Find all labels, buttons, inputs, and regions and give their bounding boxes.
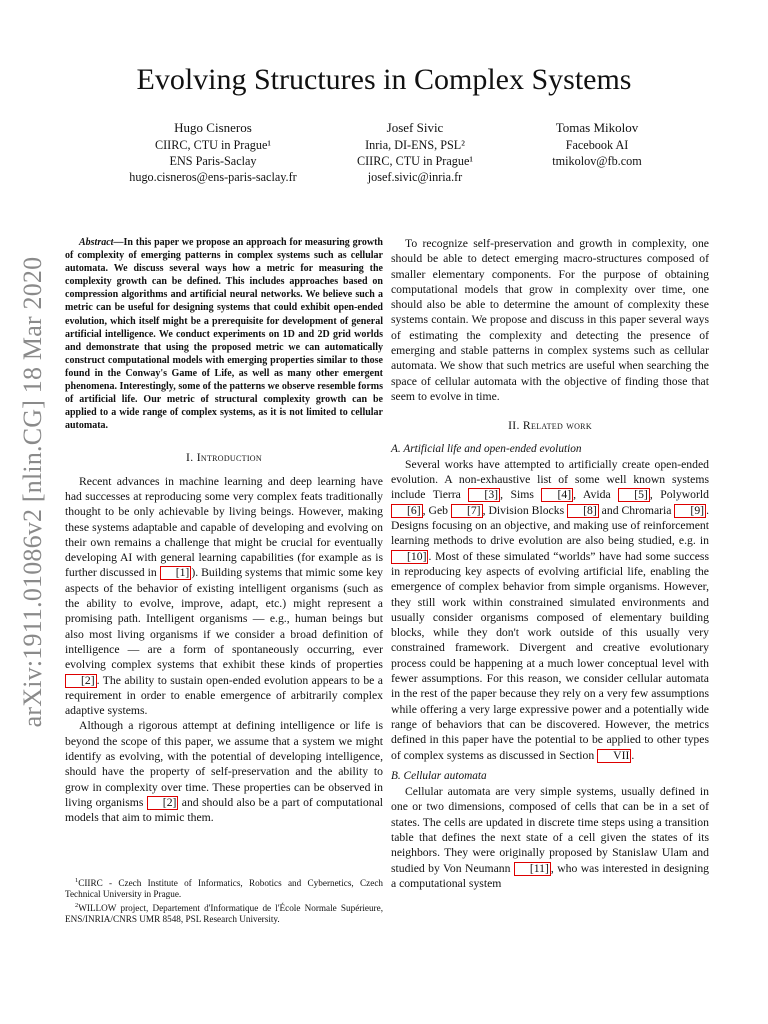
author-block-2 bbox=[330, 120, 500, 185]
citation-link[interactable]: [5] bbox=[618, 488, 650, 502]
author-email[interactable]: tmikolov@fb.com bbox=[552, 154, 642, 168]
intro-paragraph-2: Although a rigorous attempt at defining intelligence or life is beyond the scope of this paper, we assume that a system we might identify as evolving, with the potential of developing intelligence, should have the property of self-preservation and the ability to grow in complexity over time. These properties can be observed in living organisms [2] and should also be a part of computational models that aim to mimic them. bbox=[65, 719, 384, 825]
citation-link[interactable]: [2] bbox=[65, 674, 97, 688]
author-name: Tomas Mikolov bbox=[555, 120, 639, 135]
footnote-2: $^2$WILLOW project, Departement d'Informatique de l'École Normale Supérieure, ENS/INRIA/CNRS UMR 8548, PSL Research University. bbox=[65, 901, 383, 925]
author-email[interactable]: josef.sivic@inria.fr bbox=[367, 170, 463, 184]
author-name: Josef Sivic bbox=[386, 120, 444, 135]
section-heading-related-work: II. Related work bbox=[508, 419, 592, 433]
citation-link[interactable]: [1] bbox=[160, 566, 192, 580]
citation-link[interactable]: [10] bbox=[391, 550, 428, 564]
paper-title: Evolving Structures in Complex Systems bbox=[136, 63, 632, 96]
abstract-text: —In this paper we propose an approach for measuring growth of complexity of emerging patterns in complex systems such as cellular automata. We discuss several ways how a metric for measuring the complexity growth can be defined. This includes approaches based on compression algorithms and artificial neural networks. We believe such a metric can be useful for designing systems that could exhibit open-ended evolution, which itself might be a prerequisite for development of general artificial intelligence. We conduct experiments on 1D and 2D grid worlds and demonstrate that using the proposed metric we can automatically construct computational models with emerging properties similar to those found in the Conway's Game of Life, as well as many other emergent phenomena. Interestingly, some of the patterns we observe resemble forms of artificial life. Our metric of structural complexity growth can be applied to a wide range of complex systems, as it is not limited to cellular automata. bbox=[65, 237, 383, 432]
arxiv-identifier: arXiv:1911.01086v2 [nlin.CG] 18 Mar 2020 bbox=[18, 256, 47, 728]
intro-paragraph-3: To recognize self-preservation and growth in complexity, one should be able to detect emerging macro-structures composed of smaller elementary components. For the purpose of obtaining computational models that grow in complexity over time, one should also be able to determine the amount of complexity these systems contain. We propose and discuss in this paper several ways of estimating the complexity and detecting the presence of emerging and stable patterns in complex systems such as cellular automata. We show that such metrics are useful when searching the space of cellular automata with the objective of finding those that seem to evolve in time. bbox=[391, 237, 709, 403]
alife-paragraph: Several works have attempted to artificially create open-ended evolution. A non-exhaustive list of some well known systems include Tierra [3] , Sims [4] , Avida [5] , Polyworld [6] , Geb [7] , Division Blocks [8] and Chromaria [9] . Designs focusing on an objective, and making use of reinforcement learning methods to drive evolution are also being studied, e.g. in [10] . Most of these simulated “worlds” have had some success in reproducing key aspects of evolving artificial life, enabling the emergence of complex behavior from simple organisms. However, they still work within constrained simulated environments and usually consider organisms composed of elementary building blocks, while they don't work outside of this usually very constrained framework. Divergent and creative evolutionary process could be happening at a much lower conceptual level with fewer assumptions. For this reason, we consider cellular automata in the rest of the paper because they rely on a very few assumptions while offering a very large expressive power and a potentially wide range of behaviors that can be discovered. However, the metrics defined in this paper have the potential to be applied to other types of complex systems as discussed in Section VII . bbox=[391, 457, 709, 762]
author-affiliation: Facebook AI bbox=[565, 138, 629, 152]
author-affiliation: Inria, DI-ENS, PSL² bbox=[365, 138, 465, 152]
right-column bbox=[391, 236, 709, 891]
left-column bbox=[65, 236, 383, 826]
citation-link[interactable]: [3] bbox=[468, 488, 500, 502]
subsection-heading-cellular-automata: B. Cellular automata bbox=[391, 769, 487, 782]
author-block-3 bbox=[522, 120, 672, 169]
citation-link[interactable]: [8] bbox=[567, 504, 599, 518]
citation-link[interactable]: [6] bbox=[391, 504, 423, 518]
citation-link[interactable]: [9] bbox=[674, 504, 706, 518]
subsection-heading-alife: A. Artificial life and open-ended evolution bbox=[391, 442, 582, 455]
section-reference-link[interactable]: VII bbox=[597, 749, 631, 763]
author-affiliation: ENS Paris-Saclay bbox=[169, 154, 257, 168]
abstract-label: Abstract bbox=[79, 237, 114, 248]
intro-paragraph-1: Recent advances in machine learning and deep learning have had successes at reproducing some very complex feats traditionally thought to be only achievable by living beings. However, making these systems adaptable and capable of developing and evolving on their own remains a challenge that might be crucial for eventually developing AI with general learning capabilities (for example as is further discussed in [1] ). Building systems that mimic some key aspects of the behavior of existing intelligent organisms (such as the ability to evolve, improve, adapt, etc.) might represent a promising path. Intelligent organisms — e.g., human beings but also most living organisms if we consider a broad definition of intelligence — are a form of spontaneously occurring, ever evolving complex systems that exhibit these kinds of properties [2] . The ability to sustain open-ended evolution appears to be a requirement in order to enable emergence of arbitrarily complex adaptive systems. bbox=[65, 474, 383, 718]
author-name: Hugo Cisneros bbox=[174, 120, 252, 135]
author-block-1 bbox=[108, 120, 318, 185]
citation-link[interactable]: [2] bbox=[147, 796, 179, 810]
footnote-1: $^1$CIIRC - Czech Institute of Informatics, Robotics and Cybernetics, Czech Technical University in Prague. bbox=[65, 876, 383, 900]
citation-link[interactable]: [4] bbox=[541, 488, 573, 502]
abstract bbox=[65, 236, 383, 432]
section-heading-introduction: I. Introduction bbox=[186, 451, 262, 465]
footnotes bbox=[65, 878, 383, 928]
author-affiliation: CIIRC, CTU in Prague¹ bbox=[356, 154, 474, 168]
ca-paragraph: Cellular automata are very simple systems, usually defined in one or two dimensions, composed of cells that can be in a set of states. The cells are updated in discrete time steps using a transition table that defines the next state of a cell given the states of its neighbors. They were originally proposed by Stanislaw Ulam and studied by Von Neumann [11] , who was interested in designing a computational system bbox=[391, 785, 710, 890]
citation-link[interactable]: [11] bbox=[514, 862, 551, 876]
citation-link[interactable]: [7] bbox=[451, 504, 483, 518]
author-affiliation: CIIRC, CTU in Prague¹ bbox=[154, 138, 272, 152]
author-email[interactable]: hugo.cisneros@ens-paris-saclay.fr bbox=[129, 170, 297, 184]
arxiv-stamp bbox=[18, 256, 48, 728]
